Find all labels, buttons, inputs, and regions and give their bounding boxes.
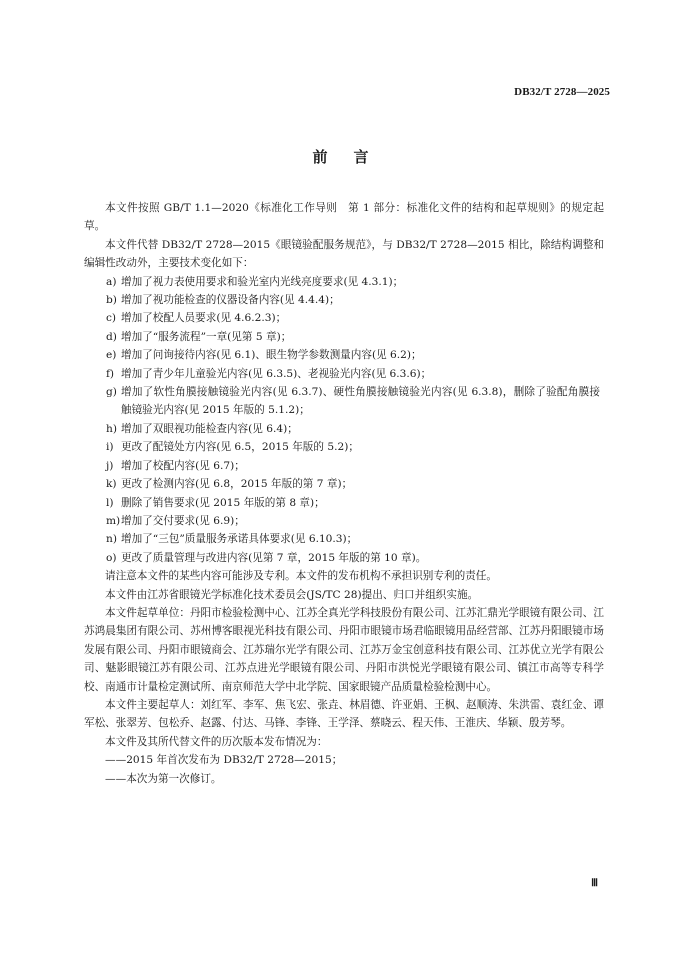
- item-marker: o): [106, 551, 117, 564]
- item-marker: j): [106, 459, 114, 472]
- history-list: [84, 751, 604, 788]
- item-text: 增加了视力表使用要求和验光室内光线亮度要求(见 4.3.1)；: [121, 275, 404, 288]
- foreword-body: [84, 199, 604, 788]
- item-marker: n): [106, 533, 117, 546]
- list-item: [84, 420, 604, 438]
- list-item: [84, 549, 604, 567]
- item-text: 增加了问询接待内容(见 6.1)、眼生物学参数测量内容(见 6.2)；: [121, 349, 422, 362]
- list-item: [84, 346, 604, 364]
- list-item: [84, 291, 604, 309]
- list-item: [84, 309, 604, 327]
- list-item: [84, 457, 604, 475]
- paragraph-drafting-units: 本文件起草单位：丹阳市检验检测中心、江苏全真光学科技股份有限公司、江苏汇鼎光学眼镜有限公司、江苏鸿晨集团有限公司、苏州博客眼视光科技有限公司、丹阳市眼镜市场君临眼镜用品经营部、江苏丹阳眼镜市场发展有限公司、丹阳市眼镜商会、江苏瑞尔光学有限公司、江苏万金宝创意科技有限公司、江苏优立光学有限公司、魅影眼镜江苏有限公司、江苏点进光学眼镜有限公司、丹阳市洪悦光学眼镜有限公司、镇江市高等专科学校、南通市计量检定测试所、南京师范大学中北学院、国家眼镜产品质量检验检测中心。: [84, 606, 604, 693]
- item-text: 更改了配镜处方内容(见 6.5，2015 年版的 5.2)；: [121, 441, 359, 454]
- item-marker: b): [106, 294, 117, 307]
- changes-list: [84, 273, 604, 568]
- item-text: 增加了“服务流程”一章(见第 5 章)；: [121, 330, 292, 343]
- item-text: 增加了青少年儿童验光内容(见 6.3.5)、老视验光内容(见 6.3.6)；: [121, 367, 432, 380]
- page-title: [0, 146, 681, 167]
- list-item: [84, 512, 604, 530]
- list-item: [84, 365, 604, 383]
- document-code: DB32/T 2728—2025: [514, 86, 610, 98]
- history-item: ——2015 年首次发布为 DB32/T 2728—2015；: [105, 754, 343, 767]
- list-item: [84, 383, 604, 420]
- history-item: ——本次为第一次修订。: [105, 772, 222, 785]
- item-text: 增加了软性角膜接触镜验光内容(见 6.3.7)、硬性角膜接触镜验光内容(见 6.3.8)，删除了验配角膜接触镜验光内容(见 2015 年版的 5.1.2)；: [121, 386, 600, 417]
- item-text: 更改了检测内容(见 6.8，2015 年版的第 7 章)；: [121, 478, 353, 491]
- paragraph-replacement: 本文件代替 DB32/T 2728—2015《眼镜验配服务规范》，与 DB32/T 2728—2015 相比，除结构调整和编辑性改动外，主要技术变化如下：: [84, 238, 604, 270]
- item-marker: l): [106, 496, 114, 509]
- item-text: 增加了交付要求(见 6.9)；: [121, 514, 245, 527]
- item-marker: g): [106, 386, 117, 399]
- item-marker: k): [106, 478, 117, 491]
- item-text: 增加了视功能检查的仪器设备内容(见 4.4.4)；: [121, 294, 340, 307]
- item-marker: c): [106, 312, 117, 325]
- list-item: [84, 494, 604, 512]
- list-item: [84, 273, 604, 291]
- item-marker: f): [106, 367, 115, 380]
- item-marker: m): [106, 514, 121, 527]
- list-item: [84, 475, 604, 493]
- item-text: 删除了销售要求(见 2015 年版的第 8 章)；: [121, 496, 325, 509]
- item-text: 增加了校配人员要求(见 4.6.2.3)；: [121, 312, 287, 325]
- paragraph-proposer: 本文件由江苏省眼镜光学标准化技术委员会(JS/TC 28)提出、归口并组织实施。: [105, 588, 479, 601]
- paragraph-drafting-rules: 本文件按照 GB/T 1.1—2020《标准化工作导则 第 1 部分：标准化文件的结构和起草规则》的规定起草。: [84, 202, 604, 233]
- item-marker: a): [106, 275, 117, 288]
- title-char-2: 言: [353, 148, 369, 166]
- item-text: 增加了“三包”质量服务承诺具体要求(见 6.10.3)；: [121, 533, 358, 546]
- list-item: [84, 438, 604, 456]
- item-text: 增加了双眼视功能检查内容(见 6.4)；: [121, 422, 298, 435]
- item-marker: e): [106, 349, 117, 362]
- item-marker: i): [106, 441, 114, 454]
- paragraph-patent-notice: 请注意本文件的某些内容可能涉及专利。本文件的发布机构不承担识别专利的责任。: [105, 570, 497, 583]
- item-text: 增加了校配内容(见 6.7)；: [121, 459, 245, 472]
- list-item: [84, 328, 604, 346]
- item-text: 更改了质量管理与改进内容(见第 7 章，2015 年版的第 10 章)。: [121, 551, 427, 564]
- item-marker: d): [106, 330, 117, 343]
- title-char-1: 前: [312, 148, 328, 166]
- paragraph-drafters: 本文件主要起草人：刘红军、李军、焦飞宏、张垚、林眉德、许亚娟、王枫、赵顺涛、朱洪雷、袁红金、谭军松、张翠芳、包松乔、赵露、付达、马锋、李锋、王学泽、蔡晓云、程天伟、王淮庆、华颖、殷芳琴。: [84, 698, 604, 730]
- page-number: Ⅲ: [591, 878, 598, 889]
- item-marker: h): [106, 422, 117, 435]
- list-item: [84, 530, 604, 548]
- paragraph-history-intro: 本文件及其所代替文件的历次版本发布情况为：: [105, 735, 328, 748]
